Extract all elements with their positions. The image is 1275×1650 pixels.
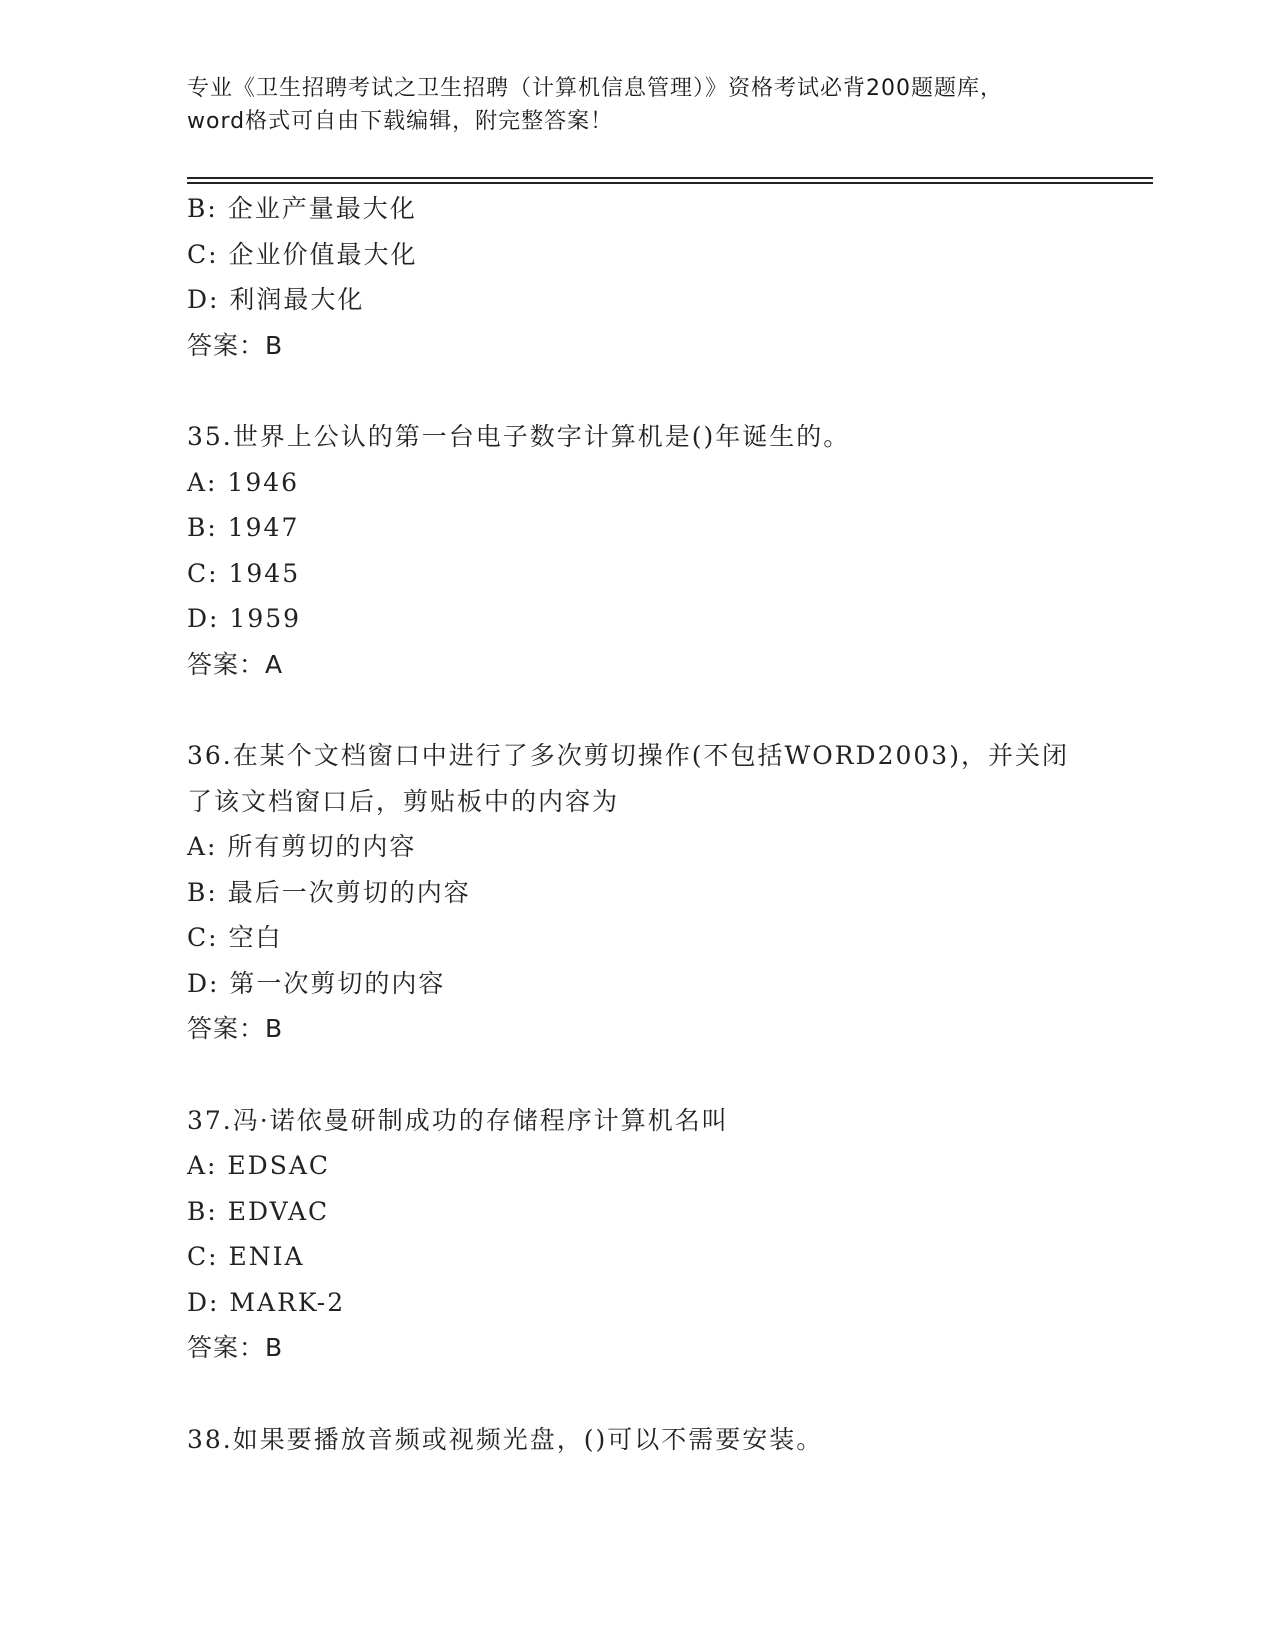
option-d: D: 第一次剪切的内容 [187, 968, 446, 998]
question-35 [187, 414, 1107, 687]
question-spacer [187, 1052, 1107, 1098]
option-b: B: 1947 [187, 513, 300, 542]
question-spacer [187, 368, 1107, 414]
question-text-line-1: 36.在某个文档窗口中进行了多次剪切操作(不包括WORD2003)，并关闭 [187, 741, 1069, 770]
question-38 [187, 1417, 1107, 1463]
option-c: C: 空白 [187, 923, 283, 952]
option-b: B: 企业产量最大化 [187, 194, 417, 223]
option-c: C: ENIA [187, 1242, 305, 1271]
answer-label: 答案：B [187, 330, 284, 360]
option-b: B: EDVAC [187, 1196, 330, 1226]
question-text: 35.世界上公认的第一台电子数字计算机是()年诞生的。 [187, 422, 851, 451]
option-d: D: MARK-2 [187, 1287, 346, 1317]
header-title-line-1: 专业《卫生招聘考试之卫生招聘（计算机信息管理）》资格考试必背200题题库， [187, 76, 1003, 101]
option-b: B: 最后一次剪切的内容 [187, 877, 471, 907]
answer-label: 答案：A [187, 649, 284, 679]
option-c: C: 1945 [187, 558, 301, 588]
header-divider-bottom [187, 182, 1153, 184]
question-36 [187, 733, 1107, 1052]
option-a: A: EDSAC [187, 1151, 331, 1180]
question-spacer [187, 687, 1107, 733]
answer-label: 答案：B [187, 1333, 284, 1362]
document-header [187, 72, 1087, 138]
question-spacer [187, 1371, 1107, 1417]
option-a: A: 所有剪切的内容 [187, 832, 417, 861]
question-text-line-2: 了该文档窗口后，剪贴板中的内容为 [187, 786, 620, 816]
header-divider-top [187, 177, 1153, 179]
header-title-line-2: word格式可自由下载编辑，附完整答案！ [187, 109, 614, 134]
question-list [187, 186, 1107, 1462]
option-a: A: 1946 [187, 467, 300, 497]
question-text: 38.如果要播放音频或视频光盘，()可以不需要安装。 [187, 1424, 824, 1454]
answer-label: 答案：B [187, 1014, 284, 1043]
question-text: 37.冯·诺依曼研制成功的存储程序计算机名叫 [187, 1105, 729, 1135]
option-c: C: 企业价值最大化 [187, 239, 418, 269]
question-34 [187, 186, 1107, 368]
question-37 [187, 1098, 1107, 1371]
option-d: D: 1959 [187, 604, 302, 633]
option-d: D: 利润最大化 [187, 285, 365, 314]
